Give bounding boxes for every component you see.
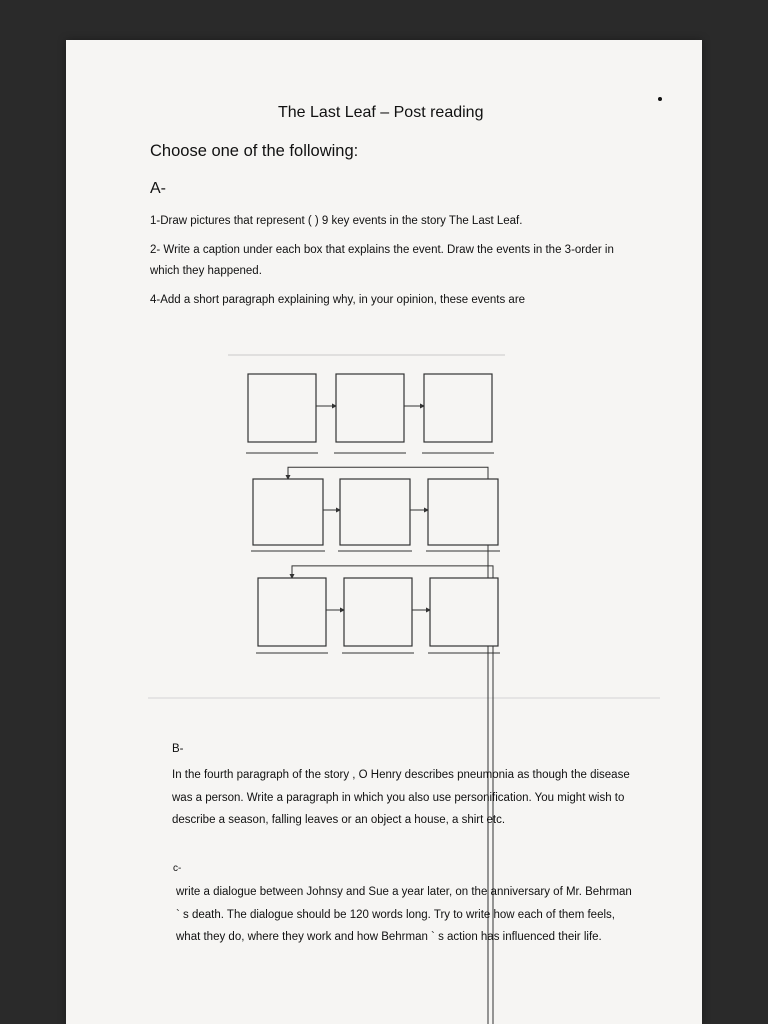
- section-b-text: In the fourth paragraph of the story , O Henry describes pneumonia as though the disease was a person. Write a paragraph in which you also use personification. You might wish to describe a season, falling leaves or an object a house, a shirt etc.: [172, 769, 630, 826]
- event-box-9: [430, 578, 498, 646]
- event-box-8: [344, 578, 412, 646]
- event-box-7: [258, 578, 326, 646]
- section-c-label: c-: [173, 863, 182, 874]
- section-b-label: B-: [172, 743, 184, 755]
- instruction-4: 4-Add a short paragraph explaining why, in your opinion, these events are: [150, 294, 526, 306]
- event-box-6: [428, 479, 498, 545]
- page-title: The Last Leaf – Post reading: [278, 104, 484, 121]
- section-a-label: A-: [150, 180, 166, 197]
- choose-prompt: Choose one of the following:: [150, 142, 359, 160]
- instruction-1: 1-Draw pictures that represent ( ) 9 key events in the story The Last Leaf.: [150, 215, 523, 227]
- event-box-2: [336, 374, 404, 442]
- event-box-3: [424, 374, 492, 442]
- event-box-4: [253, 479, 323, 545]
- event-box-5: [340, 479, 410, 545]
- instruction-2: 2- Write a caption under each box that explains the event. Draw the events in the 3-order in which they happened.: [150, 244, 614, 277]
- event-box-1: [248, 374, 316, 442]
- section-c-text: write a dialogue between Johnsy and Sue a year later, on the anniversary of Mr. Behrman ` s death. The dialogue should be 120 words long. Try to write how each of them feels, what they do, where they work and how Behrman ` s action has influenced their life.: [176, 886, 632, 943]
